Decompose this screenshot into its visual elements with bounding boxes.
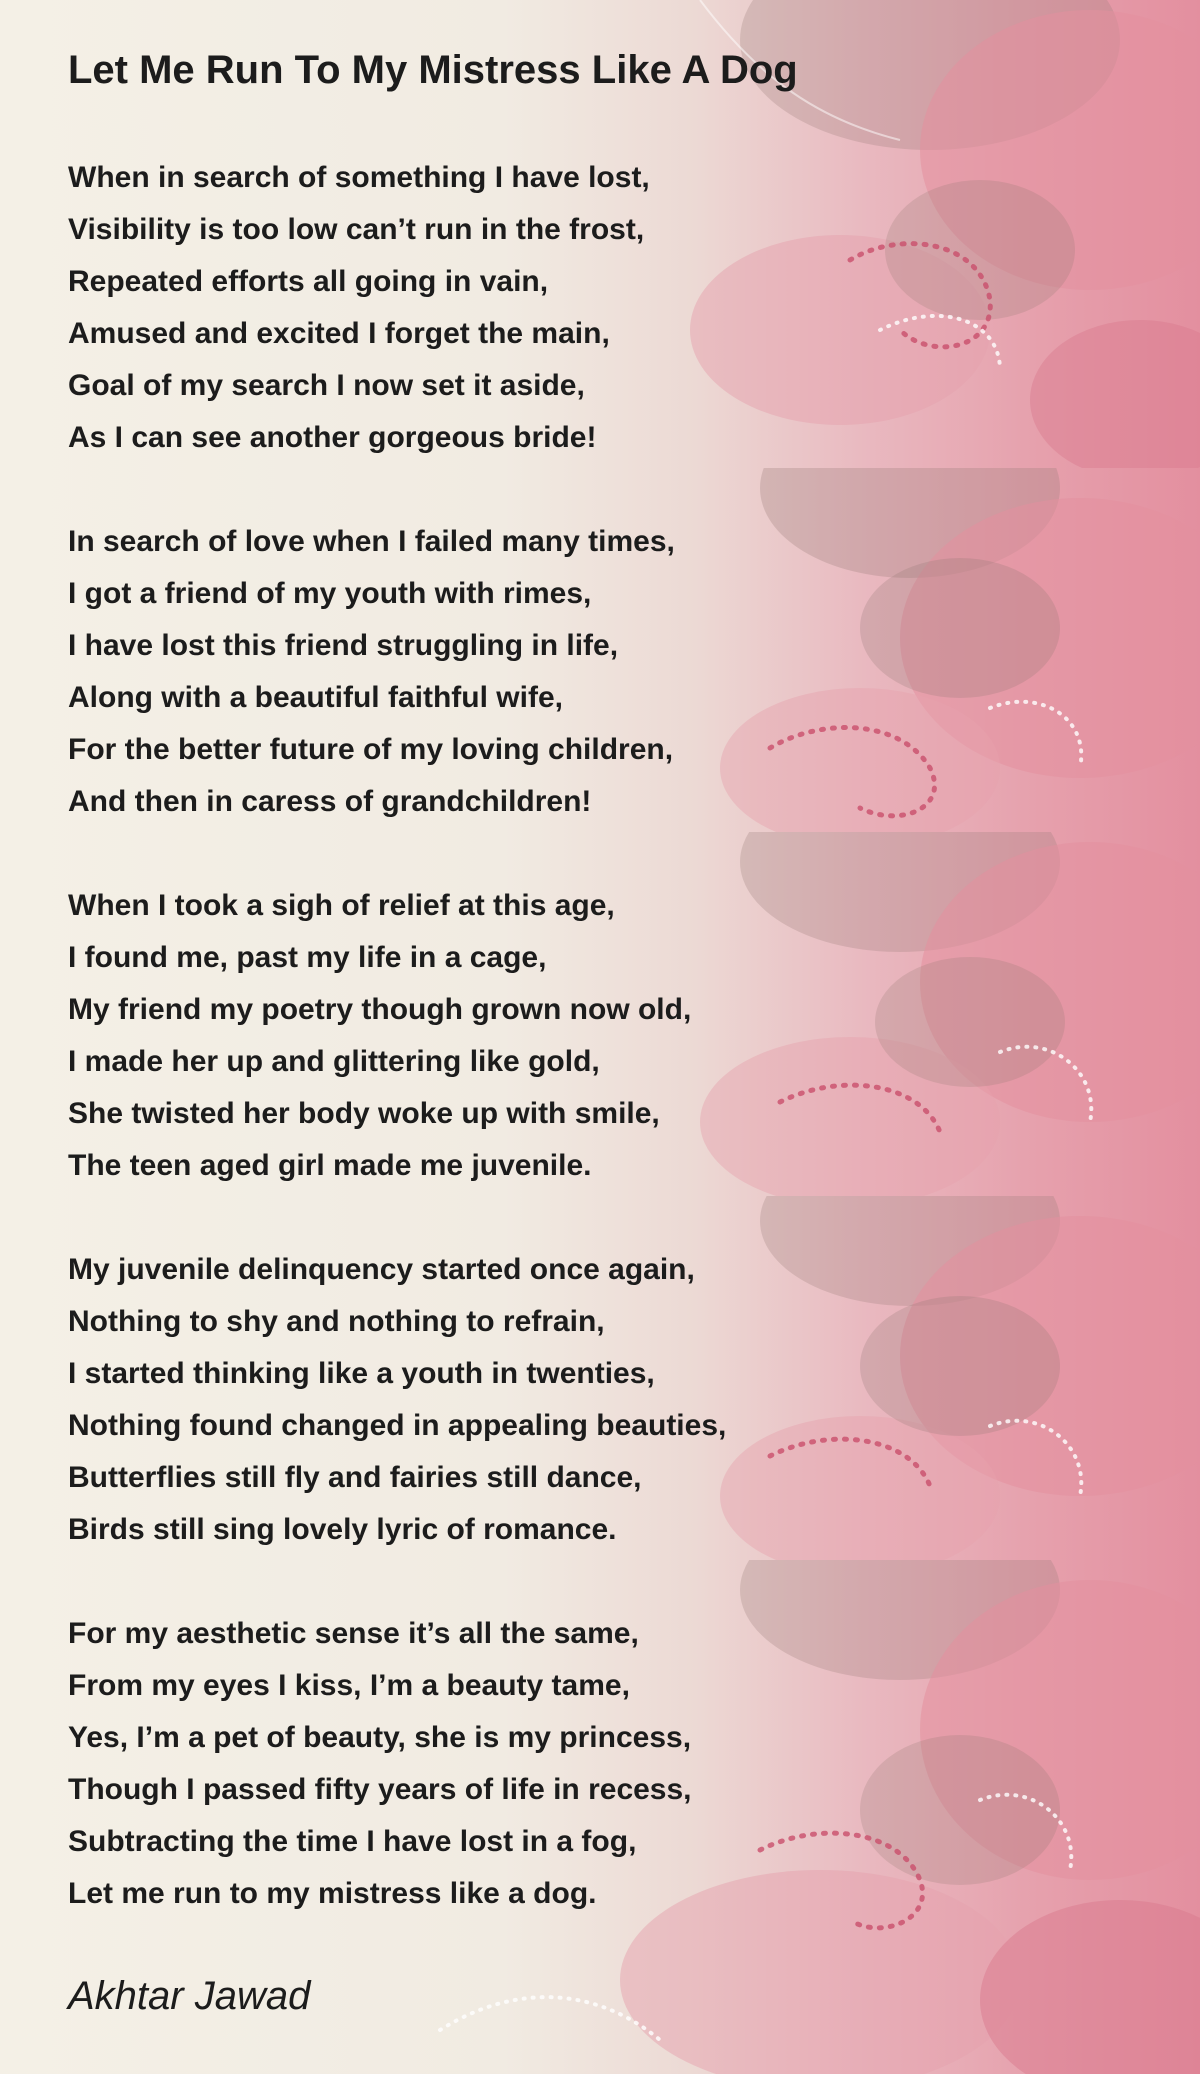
poem-line: When I took a sigh of relief at this age, bbox=[68, 889, 615, 922]
stanza bbox=[68, 1608, 692, 1920]
poem-line: Visibility is too low can’t run in the frost, bbox=[68, 213, 645, 246]
poem-line: My friend my poetry though grown now old, bbox=[68, 993, 692, 1026]
poem-line: Nothing to shy and nothing to refrain, bbox=[68, 1305, 605, 1338]
poem-line: I have lost this friend struggling in life, bbox=[68, 629, 619, 662]
stanza bbox=[68, 152, 650, 464]
poem-line: Nothing found changed in appealing beauties, bbox=[68, 1409, 727, 1442]
poem-line: Along with a beautiful faithful wife, bbox=[68, 681, 563, 714]
poem-line: I found me, past my life in a cage, bbox=[68, 941, 547, 974]
poem-line: Yes, I’m a pet of beauty, she is my princess, bbox=[68, 1721, 692, 1754]
poem-line: For the better future of my loving children, bbox=[68, 733, 674, 766]
poem-line: Repeated efforts all going in vain, bbox=[68, 265, 549, 298]
poem-line: Let me run to my mistress like a dog. bbox=[68, 1877, 597, 1910]
poem-line: I started thinking like a youth in twenties, bbox=[68, 1357, 655, 1390]
poem-line: As I can see another gorgeous bride! bbox=[68, 421, 597, 454]
poem-line: When in search of something I have lost, bbox=[68, 161, 650, 194]
poem-line: Subtracting the time I have lost in a fog, bbox=[68, 1825, 637, 1858]
stanza bbox=[68, 516, 675, 828]
stanza bbox=[68, 1244, 726, 1556]
poem-line: Goal of my search I now set it aside, bbox=[68, 369, 585, 402]
poem-line: Birds still sing lovely lyric of romance. bbox=[68, 1513, 617, 1546]
poem-line: The teen aged girl made me juvenile. bbox=[68, 1149, 592, 1182]
poem-line: From my eyes I kiss, I’m a beauty tame, bbox=[68, 1669, 630, 1702]
poem-line: In search of love when I failed many times, bbox=[68, 525, 675, 558]
poem-line: I got a friend of my youth with rimes, bbox=[68, 577, 592, 610]
poem-line: She twisted her body woke up with smile, bbox=[68, 1097, 660, 1130]
stanza bbox=[68, 880, 691, 1192]
poem-line: For my aesthetic sense it’s all the same, bbox=[68, 1617, 639, 1650]
poem-line: Amused and excited I forget the main, bbox=[68, 317, 610, 350]
poem-line: And then in caress of grandchildren! bbox=[68, 785, 592, 818]
poem-line: My juvenile delinquency started once again, bbox=[68, 1253, 695, 1286]
poem-author: Akhtar Jawad bbox=[68, 1974, 311, 2018]
poem-title: Let Me Run To My Mistress Like A Dog bbox=[68, 48, 798, 92]
poem-line: Butterflies still fly and fairies still dance, bbox=[68, 1461, 642, 1494]
poem-line: Though I passed fifty years of life in recess, bbox=[68, 1773, 692, 1806]
poem-line: I made her up and glittering like gold, bbox=[68, 1045, 600, 1078]
